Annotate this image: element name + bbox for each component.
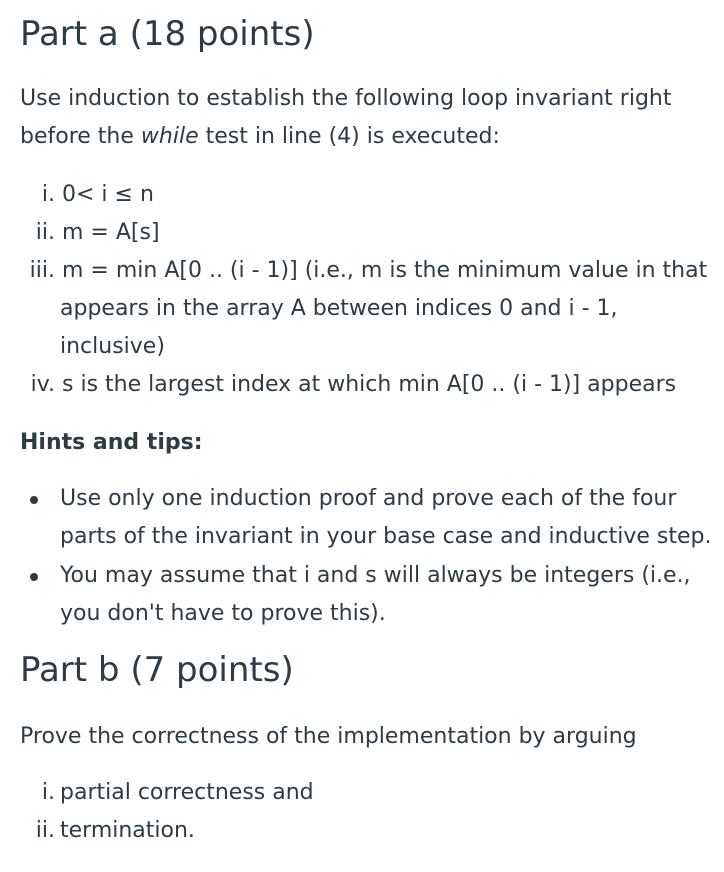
- part-a-intro-line-2: [20, 118, 500, 156]
- invariant-number: iii.: [29, 258, 55, 283]
- part-a-heading: Part a (18 points): [20, 14, 315, 54]
- part-b-intro: Prove the correctness of the implementation by arguing: [20, 724, 637, 749]
- part-b-heading: Part b (7 points): [20, 650, 294, 690]
- part-b-item-number: ii.: [35, 818, 55, 843]
- invariant-text: s is the largest index at which min A[0 .. (i - 1)] appears: [62, 372, 677, 397]
- invariant-text-continued: inclusive): [60, 334, 165, 359]
- part-b-item-text: partial correctness and: [60, 780, 314, 805]
- hint-line: you don't have to prove this).: [60, 601, 386, 626]
- hint-line: You may assume that i and s will always be integers (i.e.,: [60, 563, 691, 588]
- bullet-icon: [30, 496, 38, 504]
- hint-line: Use only one induction proof and prove each of the four: [60, 486, 677, 511]
- hints-heading: Hints and tips:: [20, 430, 203, 455]
- intro-text-while: while: [140, 124, 199, 149]
- invariant-text: m = min A[0 .. (i - 1)] (i.e., m is the minimum value in that: [62, 258, 708, 283]
- part-a-intro-line-1: Use induction to establish the following loop invariant right: [20, 86, 672, 111]
- bullet-icon: [30, 573, 38, 581]
- invariant-text: 0< i ≤ n: [62, 182, 154, 207]
- invariant-number: ii.: [35, 220, 55, 245]
- invariant-number: iv.: [30, 372, 55, 397]
- hint-line: parts of the invariant in your base case and inductive step.: [60, 524, 712, 549]
- invariant-text: m = A[s]: [62, 220, 160, 245]
- part-b-item-text: termination.: [60, 818, 195, 843]
- part-b-item-number: i.: [41, 780, 55, 805]
- intro-text-pre: before the: [20, 124, 141, 149]
- invariant-number: i.: [41, 182, 55, 207]
- invariant-text-continued: appears in the array A between indices 0 and i - 1,: [60, 296, 618, 321]
- intro-text-post: test in line (4) is executed:: [198, 124, 500, 149]
